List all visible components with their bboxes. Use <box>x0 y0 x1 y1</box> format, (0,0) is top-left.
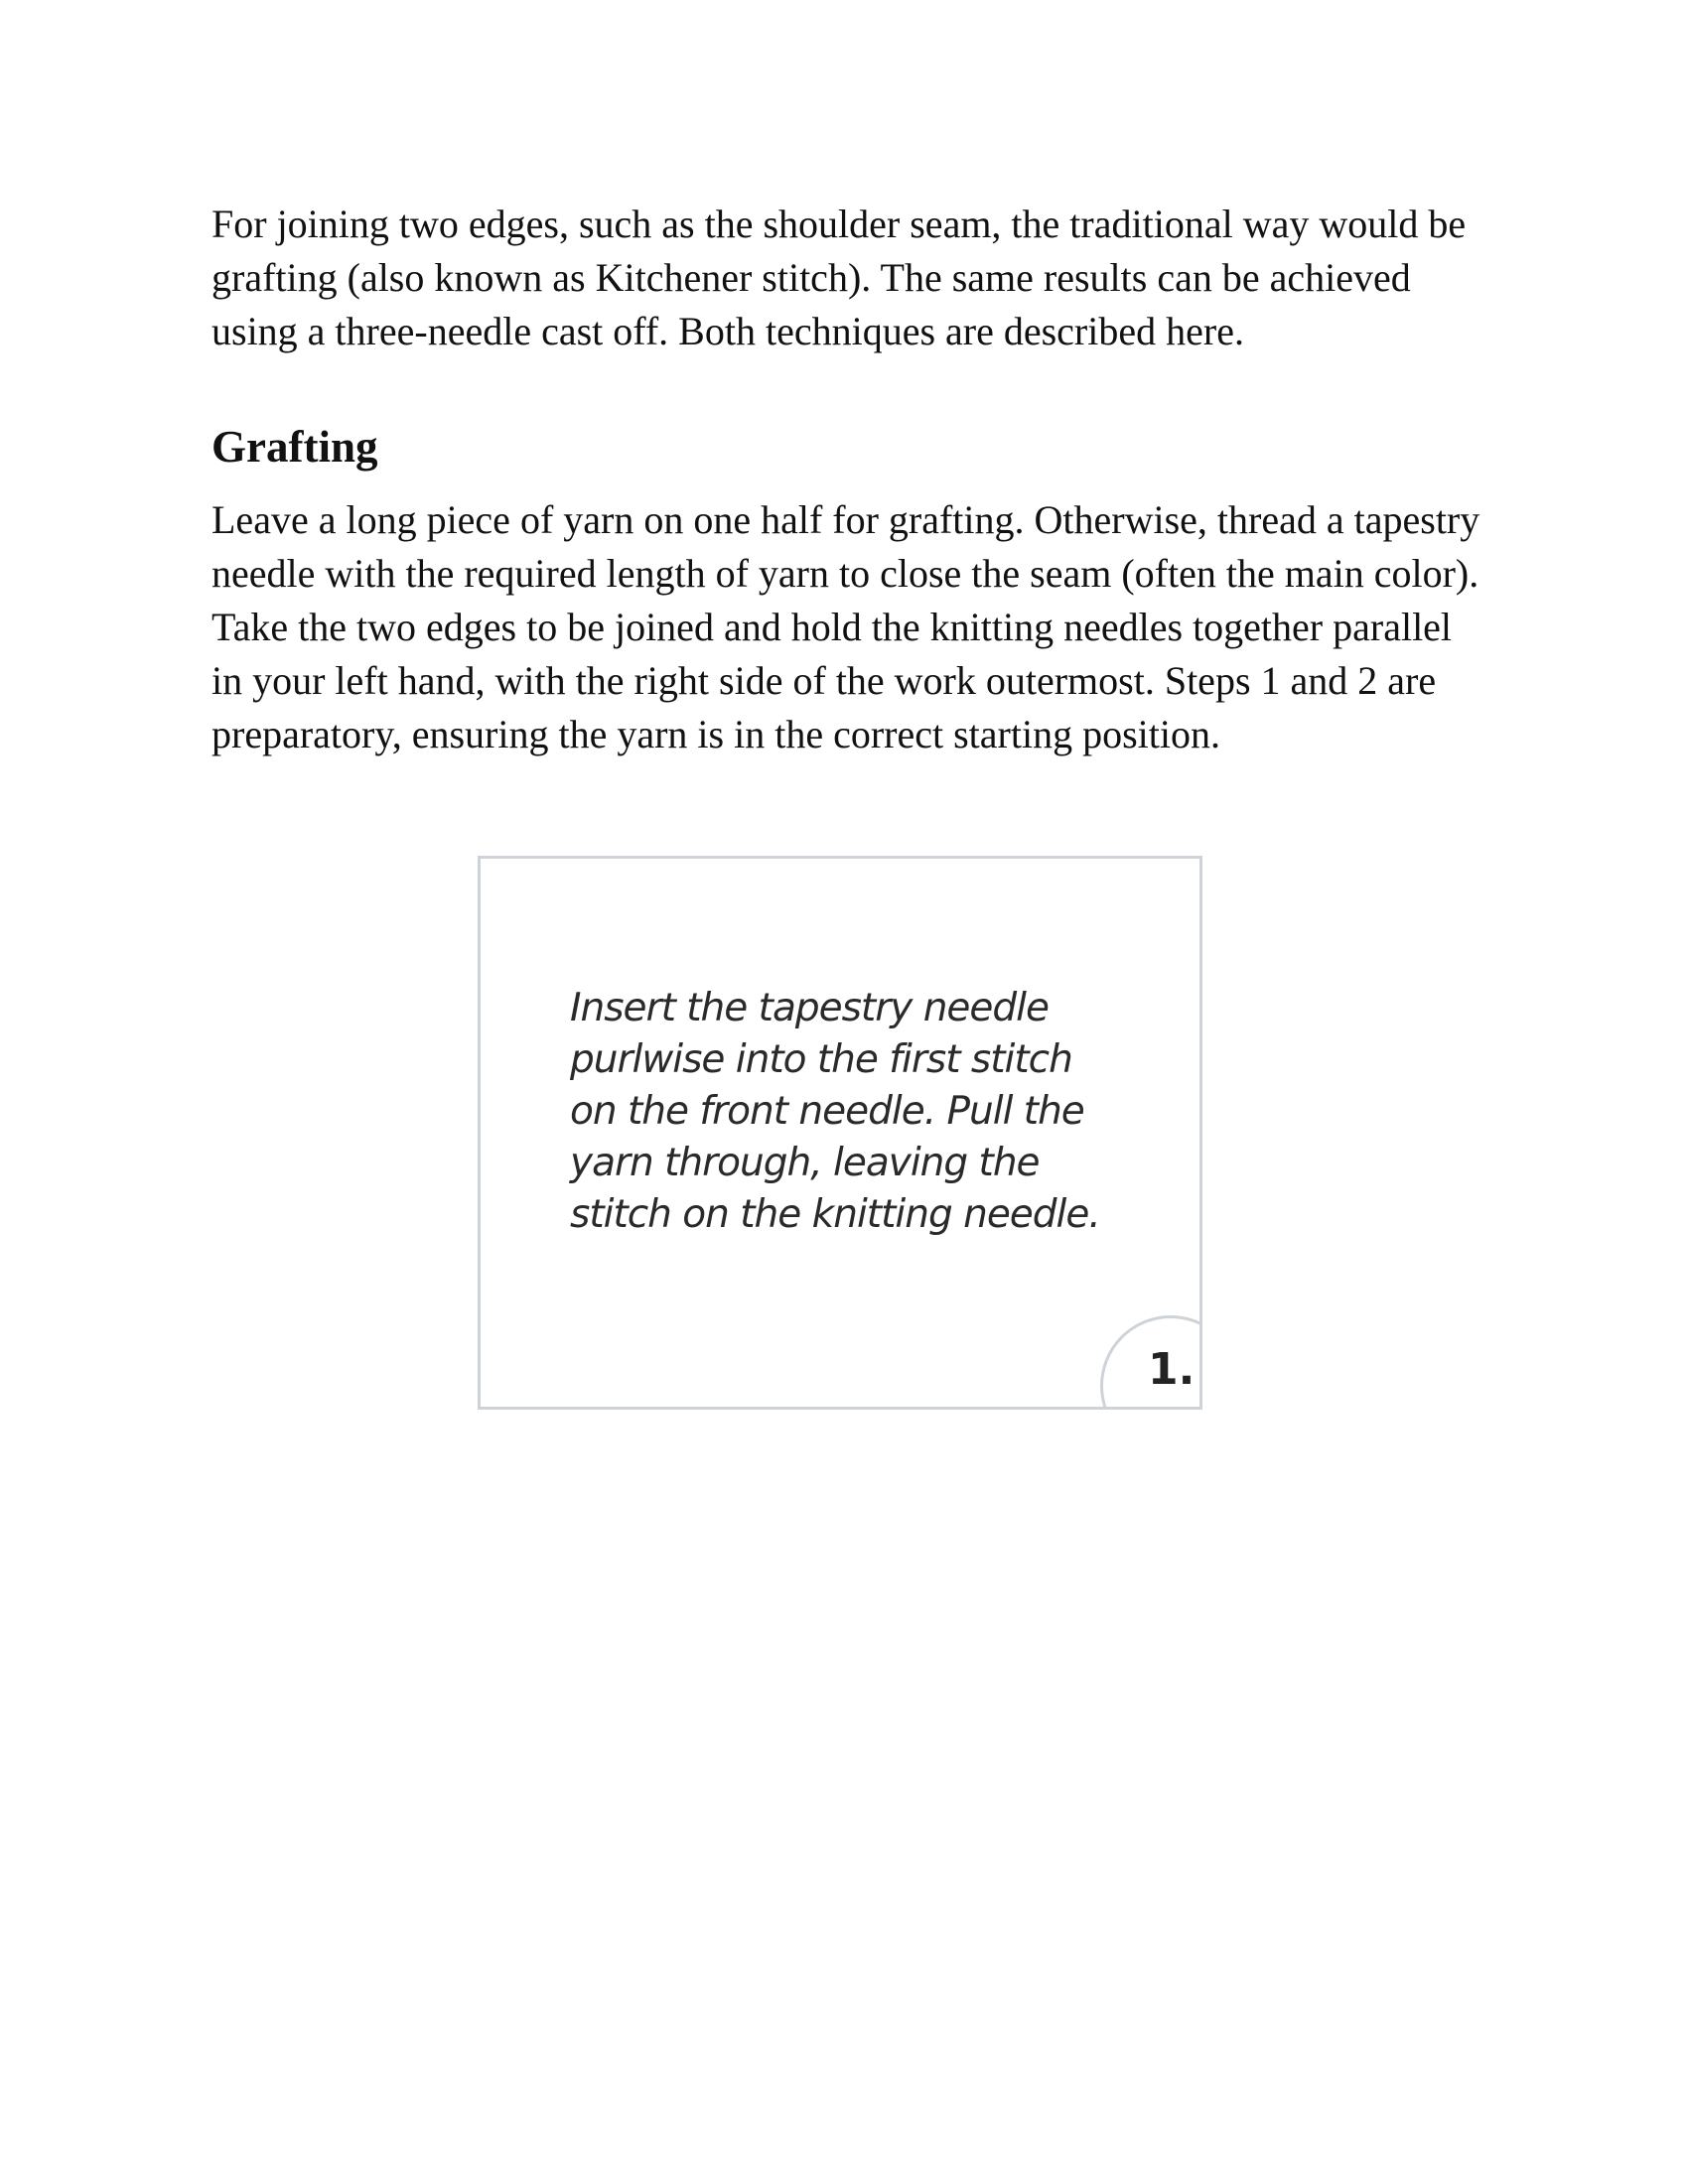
intro-paragraph: For joining two edges, such as the shoulder seam, the traditional way would be grafting (also known as Kitchener stitch). The same results can be achieved using a three-needle cast off. Both techniques are described here. <box>211 202 1467 353</box>
section-heading: Grafting <box>211 422 378 472</box>
step-number: 1. <box>1148 1344 1196 1395</box>
step-instruction: Insert the tapestry needle purlwise into the first stitch on the front needle. Pull the yarn through, leaving the stitch on the knitting needle. <box>570 986 1100 1237</box>
step-illustration-card <box>478 856 1202 1410</box>
grafting-paragraph: Leave a long piece of yarn on one half for grafting. Otherwise, thread a tapestry needle with the required length of yarn to close the seam (often the main color). Take the two edges to be joined and hold the knitting needles together parallel in your left hand, with the right side of the work outermost. Steps 1 and 2 are preparatory, ensuring the yarn is in the correct starting position. <box>211 497 1480 756</box>
